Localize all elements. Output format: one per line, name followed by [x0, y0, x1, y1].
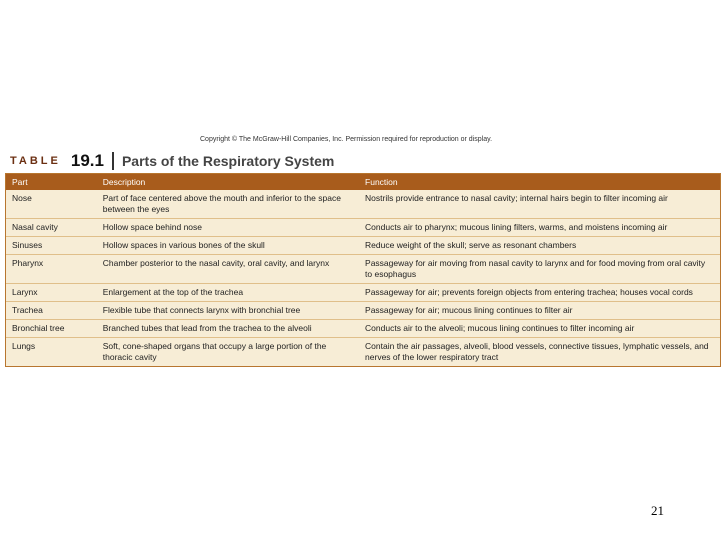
function-cell: Passageway for air; mucous lining continues to filter air [365, 305, 573, 315]
function-cell: Passageway for air moving from nasal cavity to larynx and for food moving from oral cavity to esophagus [365, 258, 706, 279]
description-cell: Flexible tube that connects larynx with bronchial tree [102, 305, 301, 315]
page-number: 21 [651, 503, 664, 518]
description-cell: Hollow space behind nose [102, 222, 202, 232]
table-row [6, 219, 720, 237]
part-cell: Bronchial tree [12, 323, 65, 333]
part-cell: Pharynx [12, 258, 44, 268]
part-cell: Trachea [12, 305, 43, 315]
function-cell: Conducts air to the alveoli; mucous lining continues to filter incoming air [365, 323, 635, 333]
description-cell: Enlargement at the top of the trachea [102, 287, 244, 297]
part-cell: Nasal cavity [12, 222, 58, 232]
function-cell: Reduce weight of the skull; serve as resonant chambers [365, 240, 577, 250]
description-cell: Soft, cone-shaped organs that occupy a large portion of the thoracic cavity [102, 341, 327, 362]
table-row [6, 237, 720, 255]
part-cell: Nose [12, 193, 32, 203]
function-cell: Passageway for air; prevents foreign objects from entering trachea; houses vocal cords [365, 287, 693, 297]
copyright-notice: Copyright © The McGraw-Hill Companies, Inc. Permission required for reproduction or display. [200, 136, 493, 143]
table-number: 19.1 [70, 151, 104, 170]
function-cell: Contain the air passages, alveoli, blood vessels, connective tissues, lymphatic vessels, and nerves of the lower respiratory tract [365, 341, 709, 362]
table-heading [10, 150, 334, 172]
part-cell: Sinuses [12, 240, 43, 250]
table-row [6, 302, 720, 320]
part-cell: Lungs [12, 341, 36, 351]
description-cell: Chamber posterior to the nasal cavity, oral cavity, and larynx [102, 258, 330, 268]
heading-divider [112, 152, 114, 170]
function-cell: Nostrils provide entrance to nasal cavity; internal hairs begin to filter incoming air [365, 193, 668, 203]
description-cell: Hollow spaces in various bones of the skull [102, 240, 265, 250]
function-cell: Conducts air to pharynx; mucous lining filters, warms, and moistens incoming air [365, 222, 668, 232]
respiratory-parts-table [5, 173, 721, 367]
table-word: TABLE [10, 155, 61, 167]
table-row [6, 190, 720, 219]
part-cell: Larynx [12, 287, 38, 297]
description-cell: Part of face centered above the mouth and inferior to the space between the eyes [102, 193, 341, 214]
column-header-function: Function [365, 176, 398, 187]
table-header-row [6, 174, 720, 190]
table-row [6, 320, 720, 338]
table-title: Parts of the Respiratory System [121, 153, 335, 169]
description-cell: Branched tubes that lead from the trachea to the alveoli [102, 323, 312, 333]
column-header-part: Part [12, 176, 28, 187]
table-row [6, 284, 720, 302]
table-row [6, 255, 720, 284]
table-row [6, 338, 720, 366]
column-header-description: Description [102, 176, 146, 187]
